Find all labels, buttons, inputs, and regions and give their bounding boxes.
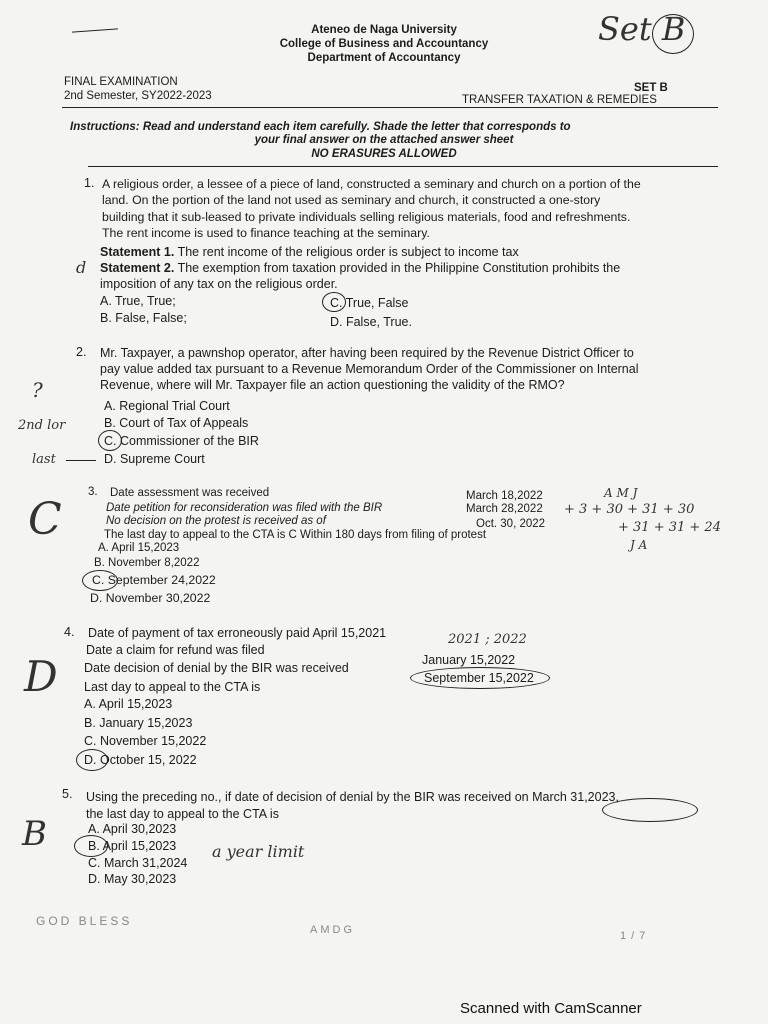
q4-line3: Date decision of denial by the BIR was received [84, 661, 349, 675]
q1-statement1 [100, 245, 519, 259]
answer-circle-q5 [74, 835, 108, 857]
q4-line1: Date of payment of tax erroneously paid April 15,2021 [88, 626, 387, 640]
q3-number: 3. [88, 486, 98, 498]
handwritten-q3-calc1: + 3 + 30 + 31 + 30 [564, 502, 695, 517]
q3-choice-d[interactable]: D. November 30,2022 [90, 591, 211, 605]
date-circle-q5 [602, 798, 698, 822]
set-circle [652, 14, 694, 54]
q3-row2-value: March 28,2022 [466, 503, 543, 515]
q3-row2-label: Date petition for reconsideration was filed with the BIR [106, 502, 383, 514]
answer-circle-q4 [76, 749, 108, 771]
footer-initials: AMDG [310, 924, 355, 936]
header-rule [62, 107, 718, 108]
q2-choice-d[interactable]: D. Supreme Court [104, 452, 205, 466]
q1-number: 1. [84, 176, 95, 190]
q4-number: 4. [64, 625, 75, 639]
instructions-line2: your final answer on the attached answer sheet [254, 134, 514, 146]
pen-arrow-q2 [66, 460, 96, 461]
instructions-line1: Instructions: Read and understand each item carefully. Shade the letter that corresponds to [70, 121, 571, 133]
handwritten-q3-calc2: + 31 + 31 + 24 [618, 520, 721, 535]
q3-choice-b[interactable]: B. November 8,2022 [94, 557, 200, 569]
q2-choice-b[interactable]: B. Court of Tax of Appeals [104, 416, 249, 430]
instructions-line3: NO ERASURES ALLOWED [311, 148, 457, 160]
q4-line2: Date a claim for refund was filed [86, 643, 265, 657]
handwritten-q2-second: 2nd lor [18, 418, 66, 433]
handwritten-q4-years: 2021 ; 2022 [448, 632, 527, 647]
exam-set: SET B [634, 82, 668, 94]
q4-choice-a[interactable]: A. April 15,2023 [84, 697, 173, 711]
q1-choice-c[interactable]: C. True, False [330, 296, 409, 310]
handwritten-q3-months2: J A [630, 538, 648, 552]
subject: TRANSFER TAXATION & REMEDIES [462, 94, 657, 106]
q1-line2: land. On the portion of the land not used as seminary and church, it constructed a one-story [102, 193, 601, 207]
q4-line3-value: September 15,2022 [424, 671, 534, 685]
q4-choice-b[interactable]: B. January 15,2023 [84, 716, 193, 730]
handwritten-q5-note: a year limit [212, 842, 305, 861]
q3-row1-value: March 18,2022 [466, 490, 543, 502]
q3-choice-a[interactable]: A. April 15,2023 [98, 542, 180, 554]
q5-choice-d[interactable]: D. May 30,2023 [88, 872, 177, 886]
q1-statement2-text: The exemption from taxation provided in the Philippine Constitution prohibits the [174, 261, 621, 275]
instructions-rule [88, 166, 718, 167]
q5-number: 5. [62, 787, 73, 801]
q2-choice-a[interactable]: A. Regional Trial Court [104, 399, 230, 413]
q5-line2: the last day to appeal to the CTA is [86, 807, 279, 821]
semester: 2nd Semester, SY2022-2023 [64, 90, 212, 102]
footer-page: 1 / 7 [620, 930, 647, 942]
q1-statement2-cont: imposition of any tax on the religious order. [100, 277, 338, 291]
college-name: College of Business and Accountancy [279, 38, 489, 50]
q1-choice-a[interactable]: A. True, True; [100, 294, 176, 308]
q1-statement2 [100, 261, 620, 275]
handwritten-set-mark: Set B [598, 10, 686, 48]
handwritten-q5-mark: B [22, 814, 47, 854]
footer-blessing: GOD BLESS [36, 914, 133, 928]
q2-number: 2. [76, 345, 87, 359]
q3-row4: The last day to appeal to the CTA is C Within 180 days from filing of protest [104, 529, 487, 541]
university-name: Ateneo de Naga University [311, 24, 457, 36]
handwritten-q1-mark: d [76, 258, 87, 277]
q5-line1: Using the preceding no., if date of decision of denial by the BIR was received on March 31,2023, [86, 790, 619, 804]
exam-title: FINAL EXAMINATION [64, 76, 178, 88]
q1-choice-d[interactable]: D. False, True. [330, 315, 412, 329]
q3-row3-label: No decision on the protest is received as of [106, 515, 326, 527]
q3-row3-value: Oct. 30, 2022 [476, 518, 546, 530]
answer-circle-q2 [98, 430, 122, 451]
handwritten-q4-mark: D [24, 652, 58, 701]
q4-choice-d[interactable]: D. October 15, 2022 [84, 753, 197, 767]
handwritten-q3-mark: C [28, 494, 62, 545]
q5-choice-c[interactable]: C. March 31,2024 [88, 856, 188, 870]
q4-line4: Last day to appeal to the CTA is [84, 680, 261, 694]
q1-line1: A religious order, a lessee of a piece of land, constructed a seminary and church on a portion of the [102, 177, 641, 191]
q5-choice-b[interactable]: B. April 15,2023 [88, 839, 177, 853]
answer-circle-q1 [322, 292, 346, 312]
handwritten-q2-last: last [32, 452, 56, 467]
handwritten-q3-months: A M J [604, 486, 638, 500]
q2-line3: Revenue, where will Mr. Taxpayer file an action questioning the validity of the RMO? [100, 378, 565, 392]
q5-choice-a[interactable]: A. April 30,2023 [88, 822, 177, 836]
q2-choice-c[interactable]: C. Commissioner of the BIR [104, 434, 259, 448]
q2-line2: pay value added tax pursuant to a Revenue Memorandum Order of the Commissioner on Internal [100, 362, 639, 376]
q3-choice-c[interactable]: C. September 24,2022 [92, 573, 216, 587]
q2-line1: Mr. Taxpayer, a pawnshop operator, after having been required by the Revenue District Officer to [100, 346, 634, 360]
scanner-watermark: Scanned with CamScanner [460, 1000, 642, 1017]
department-name: Department of Accountancy [307, 52, 461, 64]
answer-circle-q3 [82, 570, 118, 591]
q4-line2-value: January 15,2022 [422, 653, 516, 667]
q4-choice-c[interactable]: C. November 15,2022 [84, 734, 207, 748]
q1-statement1-text: The rent income of the religious order is subject to income tax [174, 245, 519, 259]
q1-statement2-label: Statement 2. [100, 261, 175, 275]
q1-statement1-label: Statement 1. [100, 245, 175, 259]
date-circle-q4 [410, 667, 550, 689]
q1-choice-b[interactable]: B. False, False; [100, 311, 187, 325]
handwritten-q2-mark: ? [32, 378, 43, 402]
q1-line3: building that it sub-leased to private individuals selling religious materials, food and refreshments. [102, 210, 631, 224]
q3-row1-label: Date assessment was received [110, 487, 270, 499]
q1-line4: The rent income is used to finance teaching at the seminary. [102, 226, 430, 240]
